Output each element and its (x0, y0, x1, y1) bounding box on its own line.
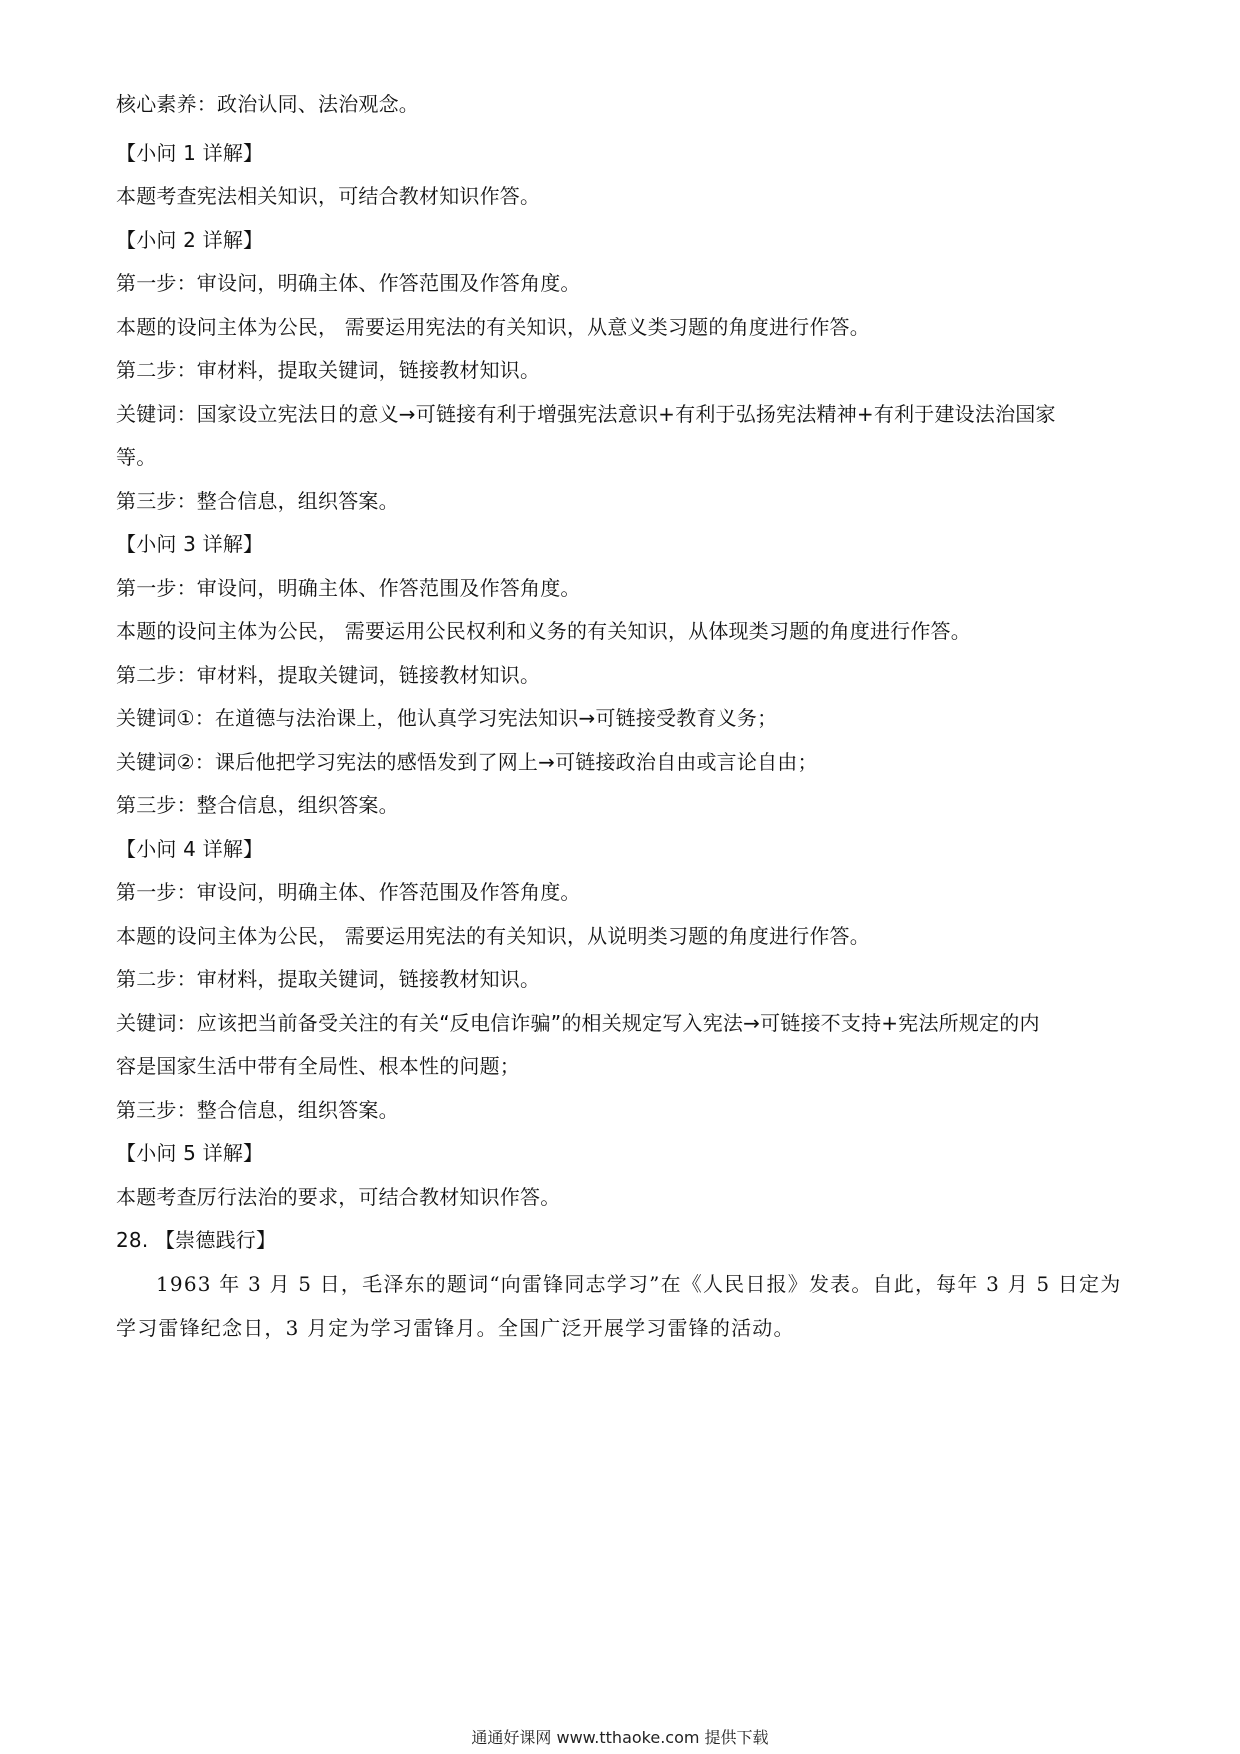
text-line: 本题考查宪法相关知识，可结合教材知识作答。 (116, 184, 541, 208)
question-28-paragraph-line-1: 1963 年 3 月 5 日，毛泽东的题词“向雷锋同志学习”在《人民日报》发表。自此，每年 3 月 5 日定为 (156, 1272, 1122, 1296)
subquestion-1-heading: 【小问 1 详解】 (116, 141, 264, 165)
text-line: 第二步：审材料，提取关键词，链接教材知识。 (116, 967, 541, 991)
subquestion-4-heading: 【小问 4 详解】 (116, 837, 264, 861)
text-line: 本题的设问主体为公民， 需要运用宪法的有关知识，从意义类习题的角度进行作答。 (116, 315, 870, 339)
text-line: 第三步：整合信息，组织答案。 (116, 793, 399, 817)
text-line: 关键词②：课后他把学习宪法的感悟发到了网上→可链接政治自由或言论自由； (116, 750, 818, 774)
core-literacy-line: 核心素养：政治认同、法治观念。 (116, 92, 419, 116)
text-line: 第一步：审设问，明确主体、作答范围及作答角度。 (116, 271, 581, 295)
text-line: 第三步：整合信息，组织答案。 (116, 489, 399, 513)
page-footer: 通通好课网 www.tthaoke.com 提供下载 (471, 1728, 769, 1747)
text-line: 关键词：国家设立宪法日的意义→可链接有利于增强宪法意识+有利于弘扬宪法精神+有利于建设法治国家 (116, 402, 1056, 426)
text-line: 本题考查厉行法治的要求，可结合教材知识作答。 (116, 1185, 561, 1209)
text-line: 关键词①：在道德与法治课上，他认真学习宪法知识→可链接受教育义务； (116, 706, 778, 730)
text-line: 第三步：整合信息，组织答案。 (116, 1098, 399, 1122)
text-line: 本题的设问主体为公民， 需要运用公民权利和义务的有关知识，从体现类习题的角度进行作答。 (116, 619, 971, 643)
text-line: 等。 (116, 445, 157, 469)
text-line: 容是国家生活中带有全局性、根本性的问题； (116, 1054, 520, 1078)
subquestion-2-heading: 【小问 2 详解】 (116, 228, 264, 252)
text-line: 关键词：应该把当前备受关注的有关“反电信诈骗”的相关规定写入宪法→可链接不支持+宪法所规定的内 (116, 1011, 1040, 1035)
text-line: 第二步：审材料，提取关键词，链接教材知识。 (116, 358, 541, 382)
text-line: 第二步：审材料，提取关键词，链接教材知识。 (116, 663, 541, 687)
text-line: 第一步：审设问，明确主体、作答范围及作答角度。 (116, 880, 581, 904)
text-line: 第一步：审设问，明确主体、作答范围及作答角度。 (116, 576, 581, 600)
question-28-heading: 28. 【崇德践行】 (116, 1228, 277, 1252)
text-line: 本题的设问主体为公民， 需要运用宪法的有关知识，从说明类习题的角度进行作答。 (116, 924, 870, 948)
subquestion-3-heading: 【小问 3 详解】 (116, 532, 264, 556)
subquestion-5-heading: 【小问 5 详解】 (116, 1141, 264, 1165)
question-28-paragraph-line-2: 学习雷锋纪念日，3 月定为学习雷锋月。全国广泛开展学习雷锋的活动。 (116, 1316, 795, 1340)
